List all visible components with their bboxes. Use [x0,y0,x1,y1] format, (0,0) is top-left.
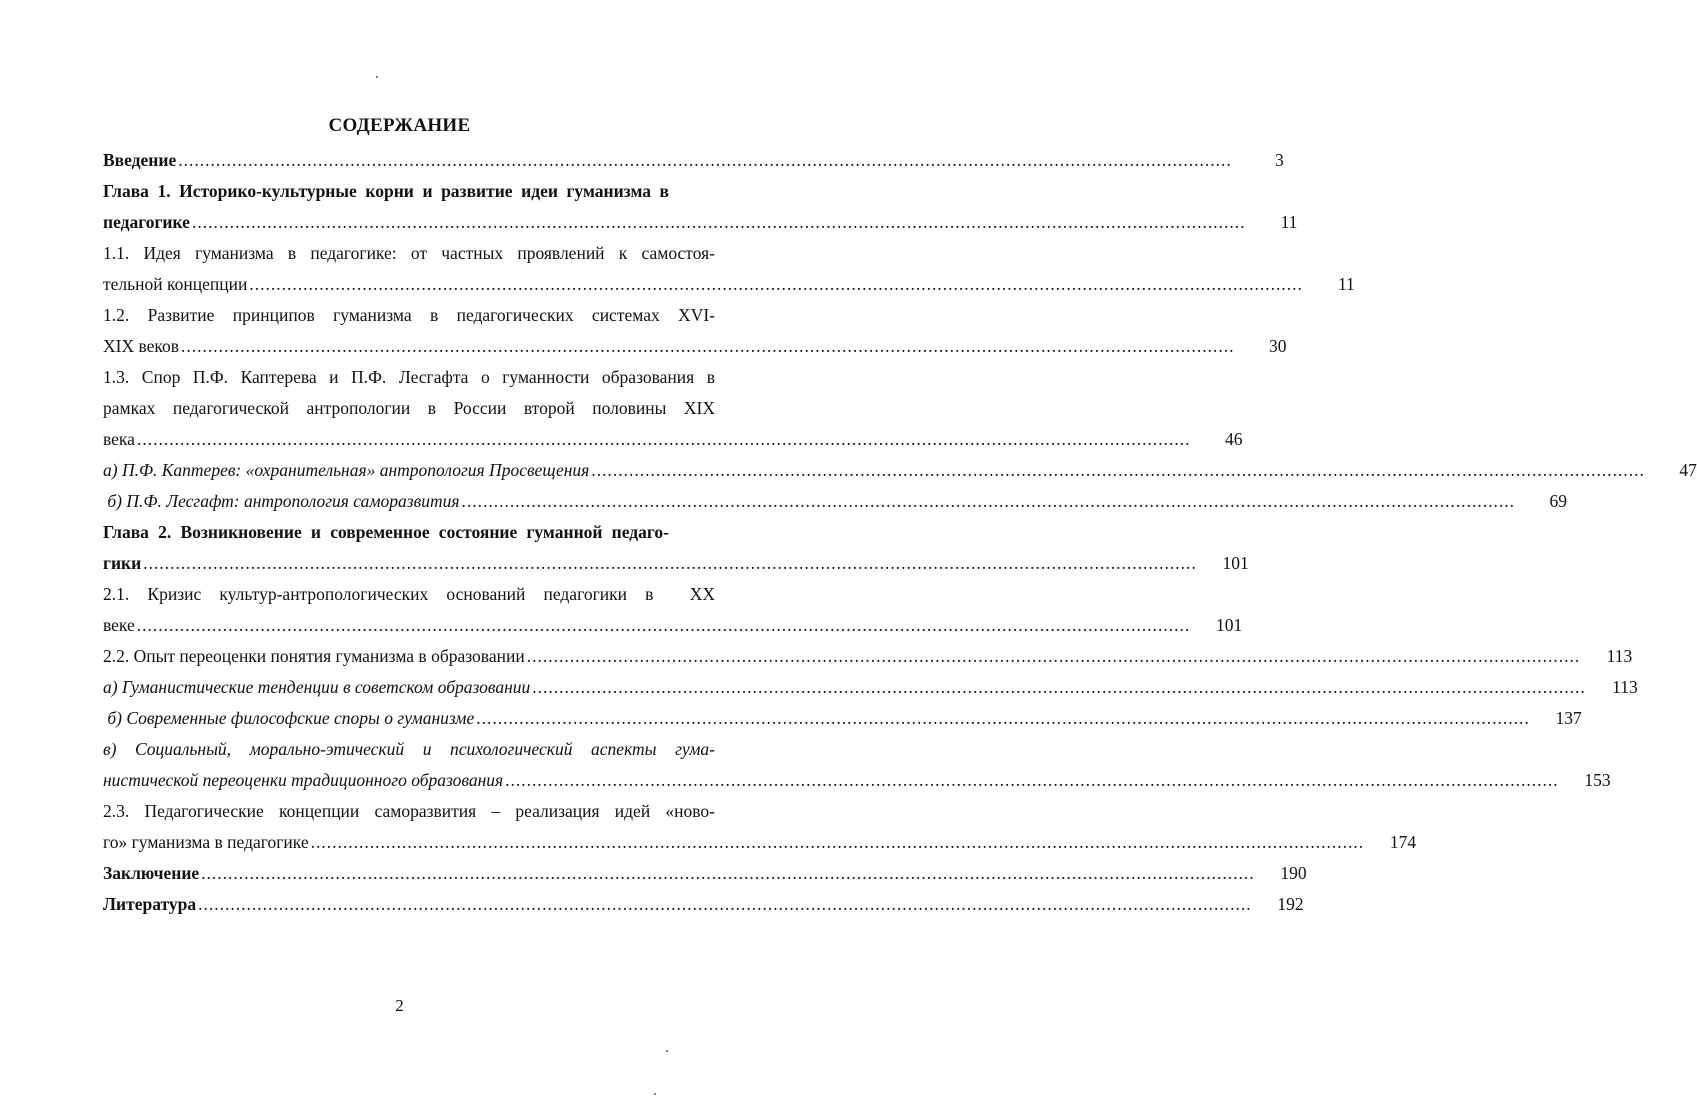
dot-leader: .................................................................................................................................................................................................... [591,460,1645,480]
page-ref: 30 [1269,336,1287,356]
toc-entry-last-line [103,455,1697,486]
toc-entry-subsection-a [103,672,1638,703]
scan-speck [666,1050,668,1052]
toc-entry-last-line [103,858,1307,889]
dot-leader: .................................................................................................................................................................................................... [198,894,1252,914]
toc-entry-last-line [103,765,1611,796]
toc-entry-last-line [103,424,1243,455]
dot-leader: .................................................................................................................................................................................................... [136,429,1191,449]
page-ref: 153 [1584,770,1611,790]
toc-entry-text: Введение [103,150,177,170]
dot-leader: .................................................................................................................................................................................................... [181,336,1235,356]
toc-entry-last-line [103,889,1304,920]
toc-entry-last-line [103,486,1567,517]
dot-leader: .................................................................................................................................................................................................... [178,150,1232,170]
toc-entry-last-line [103,548,1249,579]
toc-entry-last-line [103,610,1243,641]
page-ref: 3 [1274,150,1284,170]
dot-leader: .................................................................................................................................................................................................... [532,677,1586,697]
toc-entry-text: нистической переоценки традиционного образования [103,770,504,790]
toc-entry-text: рамках педагогической антропологии в России второй половины XIX [103,398,715,418]
page-ref: 101 [1216,615,1243,635]
toc-entry-text: 1.1. Идея гуманизма в педагогике: от частных проявлений к самостоя- [103,243,715,263]
toc-entry-text: а) Гуманистические тенденции в советском образовании [103,677,531,697]
scan-speck [654,1093,656,1095]
toc-entry-subsection-b [103,486,1567,517]
toc-entry-last-line [103,827,1417,858]
toc-entry-text: Глава 2. Возникновение и современное состояние гуманной педаго- [103,522,669,542]
toc-entry-last-line [103,641,1633,672]
scan-speck [376,76,378,78]
toc-entry-section-2-1 [103,579,1243,641]
toc-entry-text: педагогике [103,212,190,232]
toc-entry-text: а) П.Ф. Каптерев: «охранительная» антропология Просвещения [103,460,590,480]
page-ref: 47 [1679,460,1697,480]
page-title: СОДЕРЖАНИЕ [328,115,471,136]
toc-entry-text: б) П.Ф. Лесгафт: антропология саморазвития [103,491,460,511]
dot-leader: .................................................................................................................................................................................................... [249,274,1303,294]
dot-leader: .................................................................................................................................................................................................... [476,708,1530,728]
toc-entry-text: 1.3. Спор П.Ф. Каптерева и П.Ф. Лесгафта о гуманности образования в [103,367,715,387]
dot-leader: .................................................................................................................................................................................................... [201,863,1255,883]
page-ref: 113 [1606,646,1633,666]
toc-entry-text: го» гуманизма в педагогике [103,832,309,852]
toc-entry-chapter-2 [103,517,1249,579]
toc-entry-last-line [103,703,1582,734]
toc-entry-section-2-3 [103,796,1417,858]
table-of-contents [103,145,1697,920]
dot-leader: .................................................................................................................................................................................................... [191,212,1246,232]
page-ref: 11 [1280,212,1298,232]
toc-entry-text: Литература [103,894,197,914]
toc-entry-text: Глава 1. Историко-культурные корни и развитие идеи гуманизма в [103,181,669,201]
page-ref: 46 [1224,429,1243,449]
toc-entry-section-1-2 [103,300,1287,362]
toc-entry-subsection-c [103,734,1611,796]
page-ref: 11 [1337,274,1355,294]
page-number: 2 [395,996,404,1015]
toc-entry-text: тельной концепции [103,274,248,294]
toc-entry-introduction [103,145,1284,176]
toc-entry-section-2-2 [103,641,1633,672]
toc-entry-text: б) Современные философские споры о гуманизме [103,708,475,728]
toc-entry-text: 2.2. Опыт переоценки понятия гуманизма в образовании [103,646,525,666]
dot-leader: .................................................................................................................................................................................................... [526,646,1581,666]
toc-entry-text: XIX веков [103,336,180,356]
toc-entry-section-1-3 [103,362,1243,455]
dot-leader: .................................................................................................................................................................................................... [310,832,1365,852]
toc-entry-text: гики [103,553,142,573]
toc-entry-conclusion [103,858,1307,889]
dot-leader: .................................................................................................................................................................................................... [505,770,1559,790]
toc-entry-section-1-1 [103,238,1355,300]
toc-entry-last-line [103,145,1284,176]
toc-entry-last-line [103,672,1638,703]
toc-entry-text: веке [103,615,135,635]
toc-entry-literature [103,889,1304,920]
toc-entry-text: века [103,429,135,449]
toc-entry-text: 1.2. Развитие принципов гуманизма в педагогических системах XVI- [103,305,715,325]
toc-entry-last-line [103,207,1298,238]
toc-entry-chapter-1 [103,176,1298,238]
page-ref: 137 [1555,708,1582,728]
dot-leader: .................................................................................................................................................................................................... [136,615,1191,635]
page-ref: 174 [1389,832,1417,852]
toc-entry-text: в) Социальный, морально-этический и психологический аспекты гума- [103,739,715,759]
toc-entry-subsection-b [103,703,1582,734]
toc-entry-text: 2.1. Кризис культур-антропологических оснований педагогики в XX [103,584,715,604]
dot-leader: .................................................................................................................................................................................................... [143,553,1197,573]
page-ref: 69 [1549,491,1567,511]
dot-leader: .................................................................................................................................................................................................... [461,491,1515,511]
toc-entry-text: Заключение [103,863,200,883]
page-ref: 101 [1222,553,1249,573]
toc-entry-subsection-a [103,455,1697,486]
page-ref: 192 [1277,894,1304,914]
page-ref: 113 [1612,677,1638,697]
toc-entry-text: 2.3. Педагогические концепции саморазвития – реализация идей «ново- [103,801,715,821]
toc-entry-last-line [103,331,1287,362]
toc-entry-last-line [103,269,1355,300]
page-ref: 190 [1280,863,1307,883]
